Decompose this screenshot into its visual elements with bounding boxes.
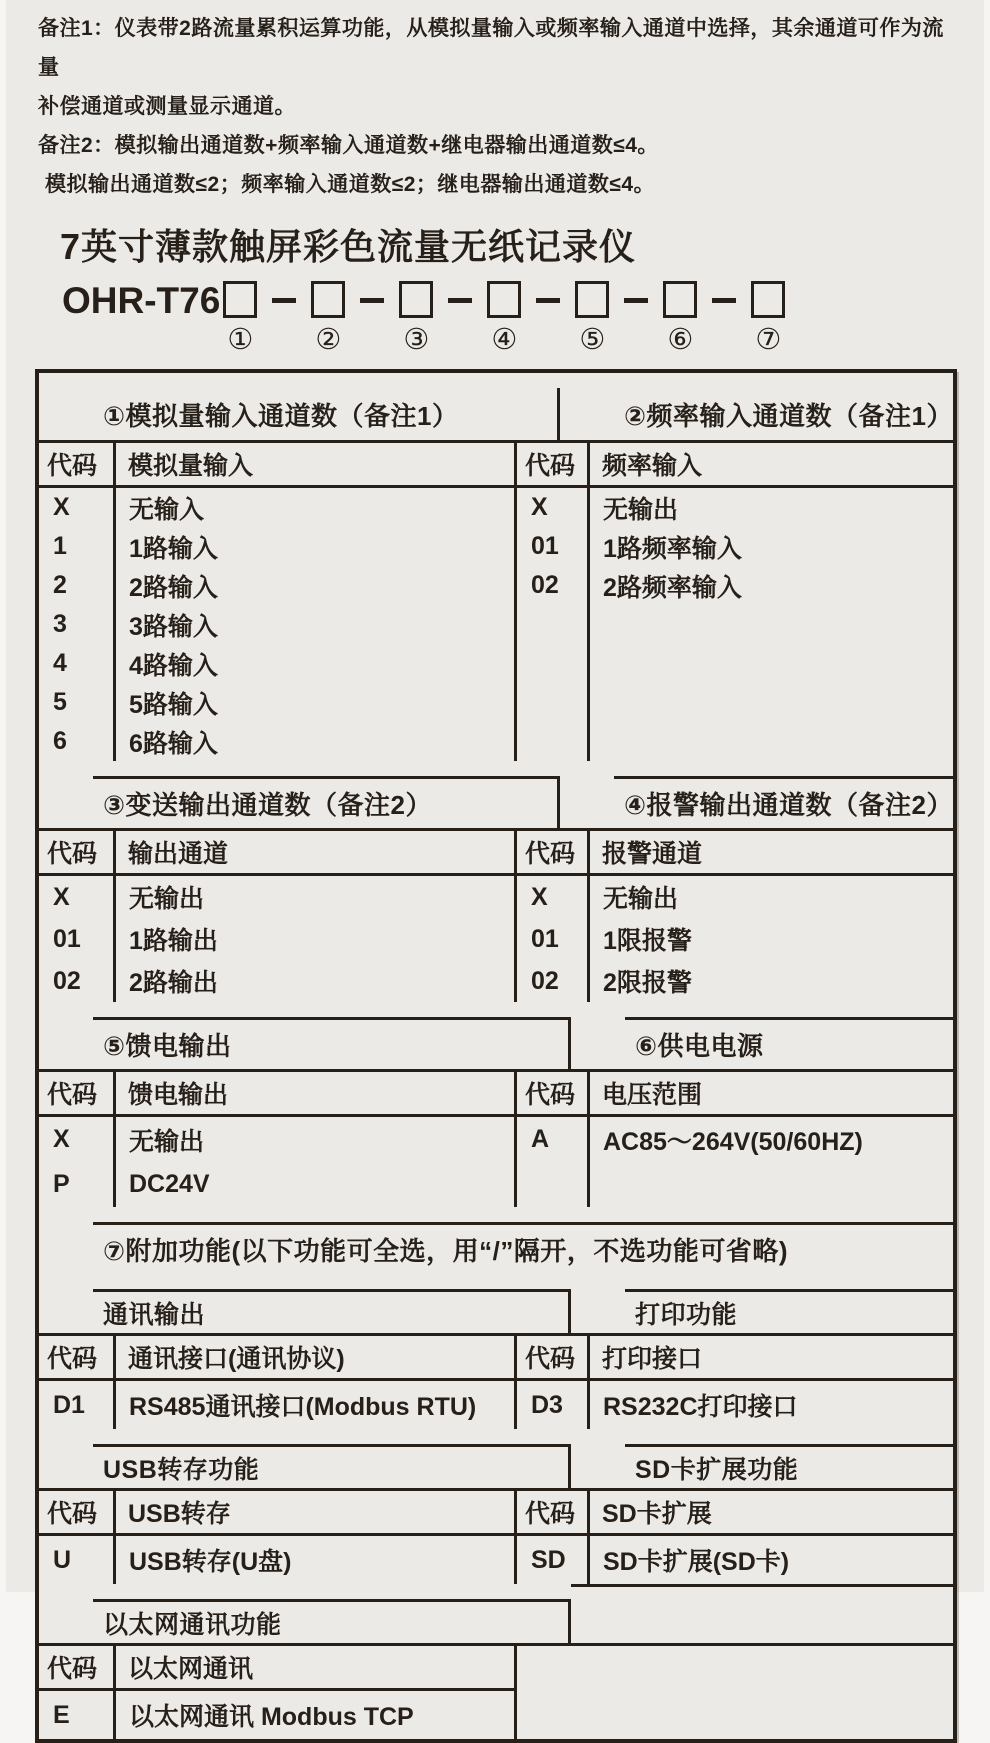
value-cell: 4路输入	[129, 651, 218, 680]
value-cell: 5路输入	[129, 690, 218, 719]
empty-cell	[517, 1688, 953, 1739]
code-cell: 6	[53, 727, 67, 755]
code-cell: 2	[53, 571, 67, 599]
position-number-6: ⑥	[667, 324, 694, 356]
code-cell: 02	[531, 966, 559, 995]
section-title-ethernet: 以太网通讯功能	[93, 1599, 571, 1643]
value-cell: RS232C打印接口	[603, 1393, 798, 1421]
section-title-usb-transfer: USB转存功能	[93, 1444, 571, 1488]
model-code-box-icon	[575, 281, 609, 318]
value-cell: 3路输入	[129, 612, 218, 641]
code-cell: 1	[53, 532, 67, 560]
code-cell: SD	[531, 1545, 566, 1574]
dash-icon	[624, 298, 648, 303]
model-code-box-icon	[751, 281, 785, 318]
dash-icon	[360, 298, 384, 303]
model-prefix: OHR-T76	[62, 280, 221, 321]
code-cell: 01	[53, 924, 81, 953]
model-code-box-icon	[223, 281, 257, 318]
column-header-code: 代码	[517, 831, 590, 873]
position-number-7: ⑦	[755, 324, 782, 356]
column-header-code: 代码	[517, 443, 590, 485]
code-cell: D1	[53, 1390, 85, 1419]
value-cell: 1路输入	[129, 534, 218, 563]
ordering-selection-table	[35, 369, 957, 1743]
column-header-output-channel: 输出通道	[128, 840, 229, 868]
dash-icon	[448, 298, 472, 303]
code-cell: D3	[531, 1390, 563, 1419]
page-title: 7英寸薄款触屏彩色流量无纸记录仪	[60, 226, 637, 267]
model-code-box-icon	[399, 281, 433, 318]
value-cell: 无输出	[129, 885, 205, 913]
value-cell: USB转存(U盘)	[129, 1548, 292, 1576]
column-header-code: 代码	[517, 1072, 590, 1114]
dash-icon	[272, 298, 296, 303]
value-cell: 1限报警	[603, 927, 692, 955]
section-title-feed-output: ⑤馈电输出	[93, 1017, 571, 1069]
value-cell: 2路频率输入	[603, 573, 742, 602]
value-cell: 以太网通讯 Modbus TCP	[129, 1703, 414, 1731]
column-header-analog-input: 模拟量输入	[128, 452, 254, 480]
dash-icon	[712, 298, 736, 303]
code-cell: P	[53, 1170, 70, 1198]
column-header-usb-transfer: USB转存	[128, 1500, 231, 1528]
column-header-code: 代码	[39, 1491, 116, 1533]
code-cell: 01	[531, 532, 559, 560]
model-slot-1	[223, 281, 257, 355]
section-title-alarm-output: ④报警输出通道数（备注2）	[614, 776, 953, 828]
column-header-code: 代码	[39, 831, 116, 873]
model-code-box-icon	[311, 281, 345, 318]
position-number-4: ④	[491, 324, 518, 356]
position-number-2: ②	[315, 324, 342, 356]
model-code-box-icon	[663, 281, 697, 318]
model-slot-6	[663, 281, 697, 355]
model-slot-3	[399, 281, 433, 355]
code-cell: 01	[531, 924, 559, 953]
column-header-alarm-channel: 报警通道	[602, 840, 703, 868]
section-title-sd-expansion: SD卡扩展功能	[625, 1444, 953, 1488]
model-slot-7	[751, 281, 785, 355]
column-header-voltage-range: 电压范围	[602, 1081, 703, 1109]
value-cell: DC24V	[129, 1170, 210, 1198]
section-title-transmit-output: ③变送输出通道数（备注2）	[93, 776, 560, 828]
dash-icon	[536, 298, 560, 303]
position-number-5: ⑤	[579, 324, 606, 356]
position-number-3: ③	[403, 324, 430, 356]
code-cell: 02	[531, 571, 559, 599]
column-header-code: 代码	[517, 1336, 590, 1378]
value-cell: 2路输入	[129, 573, 218, 602]
code-cell: X	[53, 493, 70, 521]
section-title-print-function: 打印功能	[625, 1289, 953, 1333]
column-header-feed-output: 馈电输出	[128, 1081, 229, 1109]
column-header-ethernet: 以太网通讯	[128, 1655, 254, 1683]
code-cell: X	[53, 1125, 70, 1153]
value-cell: 无输入	[129, 495, 205, 524]
column-header-print-interface: 打印接口	[602, 1345, 703, 1373]
code-cell: X	[531, 493, 548, 521]
section-title-frequency-input: ②频率输入通道数（备注1）	[624, 400, 953, 431]
value-cell: 无输出	[603, 885, 679, 913]
remark-1-line-1: 备注1：仪表带2路流量累积运算功能，从模拟量输入或频率输入通道中选择，其余通道可作为流量	[38, 17, 944, 79]
section-title-analog-input: ①模拟量输入通道数（备注1）	[93, 388, 560, 440]
model-code-box-icon	[487, 281, 521, 318]
code-cell: 3	[53, 610, 67, 638]
column-header-code: 代码	[39, 1646, 116, 1688]
document-page	[6, 0, 984, 1731]
code-cell: E	[53, 1700, 70, 1729]
remark-2-line-1: 备注2：模拟输出通道数+频率输入通道数+继电器输出通道数≤4。	[38, 134, 659, 157]
value-cell: AC85～264V(50/60HZ)	[603, 1127, 863, 1156]
column-header-sd-expansion: SD卡扩展	[602, 1500, 712, 1528]
value-cell: 2路输出	[129, 969, 218, 997]
code-cell: 4	[53, 649, 67, 677]
remark-2-line-2: 模拟输出通道数≤2；频率输入通道数≤2；继电器输出通道数≤4。	[45, 173, 656, 196]
column-header-comm-interface: 通讯接口(通讯协议)	[128, 1345, 345, 1373]
position-number-1: ①	[227, 324, 254, 356]
value-cell: 1路输出	[129, 927, 218, 955]
value-cell: 无输出	[603, 495, 679, 524]
section-title-power-supply: ⑥供电电源	[625, 1017, 953, 1069]
empty-cell	[517, 1643, 953, 1688]
model-code-line	[62, 281, 984, 355]
column-header-code: 代码	[39, 1336, 116, 1378]
value-cell: RS485通讯接口(Modbus RTU)	[129, 1393, 477, 1421]
section-title-additional-functions: ⑦附加功能(以下功能可全选，用“/”隔开，不选功能可省略)	[93, 1222, 953, 1274]
section-title-comm-output: 通讯输出	[93, 1289, 571, 1333]
model-slot-5	[575, 281, 609, 355]
empty-cell	[571, 1584, 953, 1643]
column-header-code: 代码	[39, 1072, 116, 1114]
column-header-code: 代码	[39, 443, 116, 485]
code-cell: U	[53, 1545, 72, 1574]
model-slot-4	[487, 281, 521, 355]
remark-1-line-2: 补偿通道或测量显示通道。	[38, 95, 296, 118]
value-cell: 无输出	[129, 1127, 205, 1156]
code-cell: 02	[53, 966, 81, 995]
model-slot-2	[311, 281, 345, 355]
value-cell: SD卡扩展(SD卡)	[603, 1548, 790, 1576]
code-cell: X	[531, 882, 548, 911]
code-cell: A	[531, 1125, 550, 1153]
column-header-frequency-input: 频率输入	[602, 452, 703, 480]
code-cell: X	[53, 882, 70, 911]
remarks-block	[6, 0, 984, 204]
value-cell: 6路输入	[129, 729, 218, 758]
value-cell: 2限报警	[603, 969, 692, 997]
value-cell: 1路频率输入	[603, 534, 742, 563]
code-cell: 5	[53, 688, 67, 716]
column-header-code: 代码	[517, 1491, 590, 1533]
